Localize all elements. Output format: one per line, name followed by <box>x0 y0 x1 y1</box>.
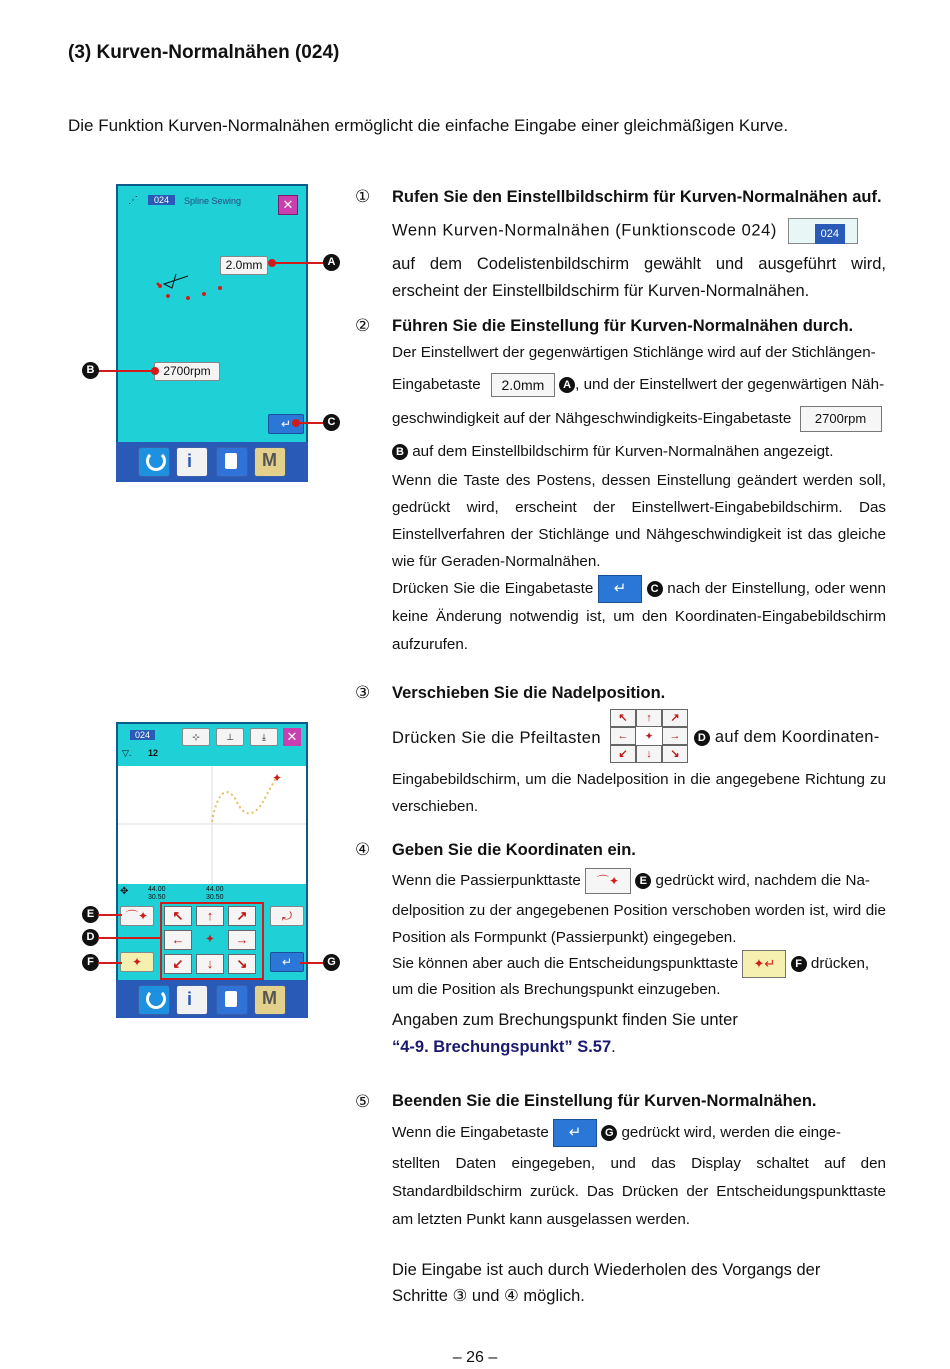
step5-t2: stellten Daten eingegeben, und das Display schaltet auf den Standardbildschirm zurück. Das Drücken der Entscheidungspunkttaste am letzten Punkt kann ausgelassen werden. <box>392 1155 886 1228</box>
arrow-up-key-inline[interactable]: ↑ <box>636 709 662 727</box>
close-button[interactable]: ✕ <box>278 195 298 215</box>
coord-y2: 30.50 <box>206 894 224 901</box>
step2-t6a: Drücken Sie die Eingabetaste <box>392 580 594 598</box>
badge-b: B <box>392 444 408 460</box>
step1-number: ① <box>355 187 371 206</box>
intro-text: Die Funktion Kurven-Normalnähen ermöglicht die einfache Eingabe einer gleichmäßigen Kurve. <box>68 116 789 135</box>
screen1-title-bar <box>122 194 272 210</box>
step3-t1b: auf dem Koordinaten- <box>714 728 880 746</box>
step3-t1a: Drücken Sie die Pfeiltasten <box>392 729 601 747</box>
stitch-length-key-inline[interactable]: 2.0mm <box>491 373 555 397</box>
screen2-toolbar <box>116 980 308 1018</box>
step4-t1a: Wenn die Passierpunkttaste <box>392 872 581 890</box>
step2-number: ② <box>355 316 371 335</box>
info-button[interactable] <box>176 447 208 477</box>
enter-key-inline[interactable]: ↵ <box>598 575 642 603</box>
feed-key[interactable]: ⊥ <box>216 728 244 746</box>
step5-number: ⑤ <box>355 1092 371 1111</box>
step1-heading: Rufen Sie den Einstellbildschirm für Kurven-Normalnähen auf. <box>392 188 882 206</box>
step2-t4-text: auf dem Einstellbildschirm für Kurven-Normalnähen angezeigt. <box>412 443 834 460</box>
spline-icon: ⋰ <box>128 195 138 206</box>
arrow-up-right-key[interactable]: ↗ <box>228 906 256 926</box>
arrow-up-left-key[interactable]: ↖ <box>164 906 192 926</box>
step2-t3 <box>392 406 886 432</box>
callout-c-line <box>296 422 324 424</box>
step4-number: ④ <box>355 840 371 859</box>
arrow-down-right-key-inline[interactable]: ↘ <box>662 745 688 763</box>
arrow-right-key-inline[interactable]: → <box>662 727 688 745</box>
callout-a-dot <box>268 259 276 267</box>
step2-t2a: Eingabetaste <box>392 376 481 394</box>
badge-e: E <box>635 873 651 889</box>
step4-t6 <box>392 1037 886 1057</box>
arrow-left-key[interactable]: ← <box>164 930 192 950</box>
code-024-key[interactable] <box>788 218 858 244</box>
callout-c: C <box>323 414 340 431</box>
pass-point-key-inline[interactable]: ⌒✦ <box>585 868 631 894</box>
callout-d-line <box>98 937 160 939</box>
badge-f: F <box>791 956 807 972</box>
step4-t1b: gedrückt wird, nachdem die Na- <box>655 872 870 890</box>
callout-g: G <box>323 954 340 971</box>
callout-b-line <box>96 370 156 372</box>
speed-key[interactable]: 2700rpm <box>154 362 220 381</box>
arrow-left-key-inline[interactable]: ← <box>610 727 636 745</box>
arrow-down-left-key-inline[interactable]: ↙ <box>610 745 636 763</box>
needle-marker-inline: ✦ <box>645 731 653 741</box>
stitch-length-key[interactable]: 2.0mm <box>220 256 268 275</box>
step2-t2 <box>392 373 886 397</box>
step3-t1b-wrap <box>694 728 880 747</box>
enter-key[interactable]: ↵ <box>268 414 304 434</box>
step2-t6b: nach der Einstellung, oder wenn keine Änderung notwendig ist, um den Koordinaten-Eingabebildschirm aufzurufen. <box>392 580 886 654</box>
screen1-code: 024 <box>148 195 175 205</box>
step2-heading: Führen Sie die Einstellung für Kurven-Normalnähen durch. <box>392 317 854 335</box>
communication-icon <box>225 453 237 469</box>
step5-heading: Beenden Sie die Einstellung für Kurven-Normalnähen. <box>392 1092 817 1110</box>
code-024-label: 024 <box>815 224 845 244</box>
step2-t1: Der Einstellwert der gegenwärtigen Stichlänge wird auf der Stichlängen- <box>392 344 876 361</box>
callout-b: B <box>82 362 99 379</box>
pattern-preview <box>118 766 306 884</box>
coord-x1: 44.00 <box>148 886 166 893</box>
step5-t3: Die Eingabe ist auch durch Wiederholen des Vorgangs der Schritte ③ und ④ möglich. <box>392 1261 821 1305</box>
callout-a: A <box>323 254 340 271</box>
arrow-keys-inline <box>610 709 690 765</box>
ready-button[interactable] <box>138 447 170 477</box>
return-key[interactable]: ⤾ <box>270 906 304 926</box>
info-label: i <box>187 451 193 471</box>
step4-t2: delposition zu der angegebenen Position verschoben worden ist, wird die Position als Formpunkt (Passierpunkt) eingegeben. <box>392 902 886 946</box>
step1-line2: auf dem Codelistenbildschirm gewählt und ausgeführt wird, erscheint der Einstellbildschirm für Kurven-Normalnähen. <box>392 255 886 300</box>
arrow-down-right-key[interactable]: ↘ <box>228 954 256 974</box>
step3-t2: Eingabebildschirm, um die Nadelposition in die angegebene Richtung zu verschieben. <box>392 771 886 815</box>
screen2-header <box>118 724 306 766</box>
step4-t5: Angaben zum Brechungspunkt finden Sie unter <box>392 1011 738 1029</box>
coord-icon: ✥ <box>120 886 129 897</box>
decision-point-key-inline[interactable]: ✦↵ <box>742 950 786 978</box>
ready-icon <box>146 451 166 471</box>
arrow-down-key-inline[interactable]: ↓ <box>636 745 662 763</box>
svg-text:✦: ✦ <box>272 771 283 785</box>
step2-t6 <box>392 575 886 659</box>
screen-spline-settings <box>116 184 308 444</box>
screen2-code: 024 <box>130 730 155 740</box>
step5-t1b: gedrückt wird, werden die einge- <box>621 1124 841 1142</box>
arrow-up-right-key-inline[interactable]: ↗ <box>662 709 688 727</box>
step4-t3 <box>392 950 886 978</box>
step4-t3a: Sie können aber auch die Entscheidungspunkttaste <box>392 955 739 973</box>
close-button[interactable]: ✕ <box>283 728 301 746</box>
step4-t1 <box>392 868 886 894</box>
callout-b-dot <box>151 367 159 375</box>
step2-t4 <box>392 442 886 462</box>
screen1-title: Spline Sewing <box>184 196 242 206</box>
badge-c: C <box>647 581 663 597</box>
arrow-up-left-key-inline[interactable]: ↖ <box>610 709 636 727</box>
mode-button[interactable] <box>254 447 286 477</box>
speed-key-inline[interactable]: 2700rpm <box>800 406 882 432</box>
callout-e: E <box>82 906 99 923</box>
enter-key-inline-2[interactable]: ↵ <box>553 1119 597 1147</box>
step4-heading: Geben Sie die Koordinaten ein. <box>392 841 636 859</box>
arrow-right-key[interactable]: → <box>228 930 256 950</box>
arrow-up-key[interactable]: ↑ <box>196 906 224 926</box>
communication-icon <box>225 991 237 1007</box>
communication-button[interactable] <box>216 985 248 1015</box>
callout-e-line <box>98 914 122 916</box>
stitch-count: 12 <box>148 748 159 758</box>
step1-line1 <box>392 218 886 244</box>
callout-a-line <box>272 262 324 264</box>
step2-t2b: , und der Einstellwert der gegenwärtigen Näh- <box>575 376 885 394</box>
step4-t3b: drücken, <box>810 955 870 973</box>
arrow-down-left-key[interactable]: ↙ <box>164 954 192 974</box>
coord-y1: 30.50 <box>148 894 166 901</box>
needle-key[interactable]: ⊹ <box>182 728 210 746</box>
enter-key[interactable]: ↵ <box>270 952 304 972</box>
callout-g-line <box>300 962 324 964</box>
callout-f: F <box>82 954 99 971</box>
ready-button[interactable] <box>138 985 170 1015</box>
decision-point-key[interactable]: ✦ <box>120 952 154 972</box>
callout-d: D <box>82 929 99 946</box>
step2-t3-text: geschwindigkeit auf der Nähgeschwindigkeits-Eingabetaste <box>392 410 792 428</box>
section-title: (3) Kurven-Normalnähen (024) <box>68 42 340 63</box>
step5-t1a: Wenn die Eingabetaste <box>392 1124 549 1142</box>
mode-button[interactable] <box>254 985 286 1015</box>
badge-g: G <box>601 1125 617 1141</box>
step3-number: ③ <box>355 683 371 702</box>
step4-link-end: . <box>611 1038 616 1056</box>
mode-label: M <box>262 450 277 470</box>
ready-icon <box>146 989 166 1009</box>
trim-key[interactable]: ⤓ <box>250 728 278 746</box>
brechungspunkt-link[interactable]: “4-9. Brechungspunkt” S.57 <box>392 1038 612 1056</box>
pass-point-key[interactable]: ⌒✦ <box>120 906 154 926</box>
mode-label: M <box>262 988 277 1008</box>
step1-line1-text: Wenn Kurven-Normalnähen (Funktionscode 024) <box>392 221 778 240</box>
coord-x2: 44.00 <box>206 886 224 893</box>
info-label: i <box>187 989 193 1009</box>
step2-t5: Wenn die Taste des Postens, dessen Einstellung geändert werden soll, gedrückt wird, erscheint der Einstellwert-Eingabebildschirm. Das Einstellverfahren der Stichlänge und Nähgeschwindigkeit ist das gleiche wie für Geraden-Normalnähen. <box>392 472 886 570</box>
stitch-count-icon: ▽. <box>122 748 132 758</box>
badge-d: D <box>694 730 710 746</box>
step4-t4: um die Position als Brechungspunkt einzugeben. <box>392 981 721 998</box>
info-button[interactable] <box>176 985 208 1015</box>
page-number: – 26 – <box>452 1349 498 1366</box>
needle-position-marker: ✦ <box>205 934 215 945</box>
screen1-toolbar <box>116 442 308 482</box>
communication-button[interactable] <box>216 447 248 477</box>
step5-t1 <box>392 1119 886 1147</box>
callout-f-line <box>98 962 122 964</box>
badge-a: A <box>559 377 575 393</box>
callout-c-dot <box>292 419 300 427</box>
arrow-down-key[interactable]: ↓ <box>196 954 224 974</box>
step3-heading: Verschieben Sie die Nadelposition. <box>392 684 666 702</box>
